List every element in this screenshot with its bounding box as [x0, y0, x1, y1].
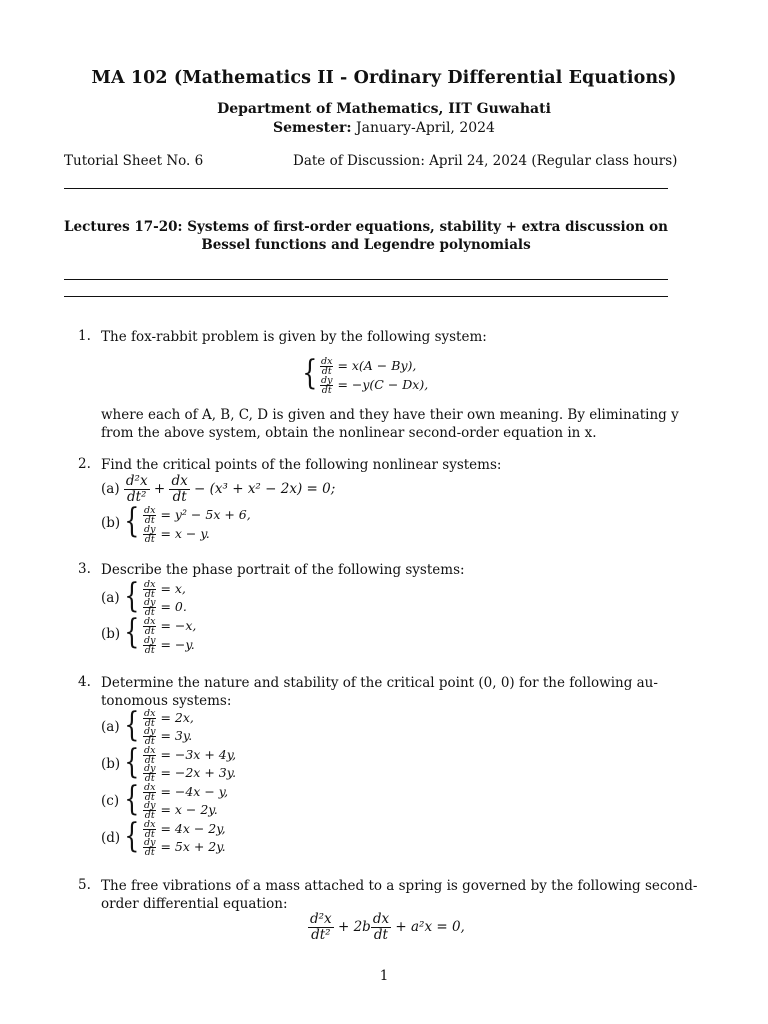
frac-d2x-dt2: $\frac{\text{d²x}}{\text{dt²}}$: [310, 911, 332, 943]
brace: {: [124, 742, 140, 782]
problem-2-number: 2.: [78, 456, 91, 472]
p4-part-d-label: (d): [101, 830, 121, 846]
p2-b-eq-1: $\frac{dx}{dt}$ = y² − 5x + 6,: [144, 505, 251, 526]
p1-eq-2: $\frac{dy}{dt}$ = −y(C − Dx),: [321, 375, 429, 396]
problem-5-text-1: The free vibrations of a mass attached to a spring is governed by the following second-: [101, 878, 698, 894]
semester-label: Semester:: [273, 120, 352, 136]
p4-part-c-label: (c): [101, 793, 120, 809]
problem-5-number: 5.: [78, 877, 91, 893]
p4-a-eq-2: $\frac{dy}{dt}$ = 3y.: [144, 726, 193, 747]
frac-dx-dt-large: $\frac{dx}{dt}$: [171, 473, 188, 505]
semester: [0, 120, 768, 136]
frac-dy-dt: $\frac{dy}{dt}$: [321, 375, 333, 396]
p4-part-b-label: (b): [101, 756, 121, 772]
rule-mid-2: [64, 296, 668, 297]
p3-part-b-label: (b): [101, 626, 121, 642]
discussion-date: Date of Discussion: April 24, 2024 (Regular class hours): [293, 153, 678, 169]
rule-mid-1: [64, 279, 668, 280]
p4-b-eq-1: $\frac{dx}{dt}$ = −3x + 4y,: [144, 745, 237, 766]
p2-b-eq-2: $\frac{dy}{dt}$ = x − y.: [144, 524, 210, 545]
department: Department of Mathematics, IIT Guwahati: [217, 101, 551, 117]
page-number: 1: [379, 968, 389, 984]
problem-1-number: 1.: [78, 328, 91, 344]
problem-1-text-2: from the above system, obtain the nonlinear second-order equation in x.: [101, 425, 597, 441]
problem-5-text-2: order differential equation:: [101, 896, 288, 912]
p2-part-b-label: (b): [101, 515, 121, 531]
p3-part-a-label: (a): [101, 590, 120, 606]
lectures-line-2: Bessel functions and Legendre polynomials: [201, 237, 531, 253]
semester-value: January-April, 2024: [356, 120, 495, 136]
p3-b-eq-2: $\frac{dy}{dt}$ = −y.: [144, 635, 195, 656]
lectures-line-1: Lectures 17-20: Systems of first-order equations, stability + extra discussion on: [64, 219, 668, 235]
p4-a-eq-1: $\frac{dx}{dt}$ = 2x,: [144, 708, 194, 729]
p3-a-eq-1: $\frac{dx}{dt}$ = x,: [144, 579, 186, 600]
problem-1-text-1: where each of A, B, C, D is given and they have their own meaning. By eliminating y: [101, 407, 679, 423]
brace: {: [302, 353, 318, 393]
p2-part-a: (a) $\frac{\text{d²x}}{\text{dt²}}$ + $\frac{dx}{dt}$ − (x³ + x² − 2x) = 0;: [101, 473, 336, 505]
p4-c-eq-1: $\frac{dx}{dt}$ = −4x − y,: [144, 782, 229, 803]
frac-dx-dt-large: $\frac{dx}{dt}$: [372, 911, 390, 943]
course-title: MA 102 (Mathematics II - Ordinary Differential Equations): [91, 68, 677, 88]
problem-4-number: 4.: [78, 674, 91, 690]
p3-b-eq-1: $\frac{dx}{dt}$ = −x,: [144, 616, 197, 637]
p4-b-eq-2: $\frac{dy}{dt}$ = −2x + 3y.: [144, 763, 237, 784]
p1-eq-1: $\frac{dx}{dt}$ = x(A − By),: [321, 356, 417, 377]
brace: {: [124, 816, 140, 856]
brace: {: [124, 705, 140, 745]
p4-d-eq-1: $\frac{dx}{dt}$ = 4x − 2y,: [144, 819, 226, 840]
p4-part-a-label: (a): [101, 719, 120, 735]
p4-c-eq-2: $\frac{dy}{dt}$ = x − 2y.: [144, 800, 218, 821]
problem-3-intro: Describe the phase portrait of the following systems:: [101, 562, 465, 578]
lectures-heading: [64, 218, 668, 254]
problem-4-intro-1: Determine the nature and stability of the critical point (0, 0) for the following au-: [101, 675, 658, 691]
frac-dx-dt: $\frac{dx}{dt}$: [321, 356, 333, 377]
brace: {: [124, 779, 140, 819]
frac-d2x-dt2: $\frac{\text{d²x}}{\text{dt²}}$: [125, 473, 148, 505]
brace: {: [124, 612, 140, 652]
brace: {: [124, 576, 140, 616]
problem-3-number: 3.: [78, 561, 91, 577]
p3-a-eq-2: $\frac{dy}{dt}$ = 0.: [144, 597, 187, 618]
p4-d-eq-2: $\frac{dy}{dt}$ = 5x + 2y.: [144, 837, 226, 858]
p5-equation: $\frac{\text{d²x}}{\text{dt²}}$ + 2b $\frac{dx}{dt}$ + a²x = 0,: [310, 911, 465, 943]
problem-1-intro: The fox-rabbit problem is given by the following system:: [101, 329, 487, 345]
problem-4-intro-2: tonomous systems:: [101, 693, 232, 709]
sheet-number: Tutorial Sheet No. 6: [64, 153, 204, 169]
brace: {: [124, 501, 140, 541]
problem-2-intro: Find the critical points of the following nonlinear systems:: [101, 457, 502, 473]
rule-top: [64, 188, 668, 189]
